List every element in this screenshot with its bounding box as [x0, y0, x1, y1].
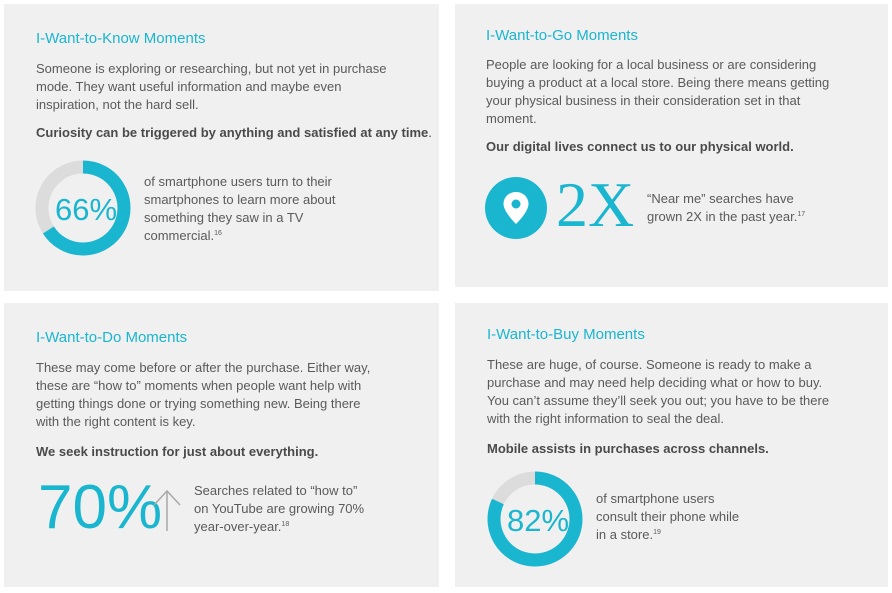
buy-body: These are huge, of course. Someone is ready to make a purchase and may need help deciding what or how to buy. You can’t assume they’ll seek you out; you have to be there with the right information to seal the deal. [487, 357, 830, 426]
know-highlight-text: Curiosity can be triggered by anything and satisfied at any time [36, 125, 429, 140]
location-pin-icon [484, 176, 548, 240]
go-highlight: Our digital lives connect us to our physical world. [486, 139, 794, 154]
know-donut-chart [4, 4, 439, 291]
buy-stat-description: of smartphone users consult their phone while in a store. [596, 491, 740, 542]
buy-card [455, 303, 888, 587]
do-card [4, 303, 439, 587]
do-stat-description: Searches related to “how to” on YouTube are growing 70% year-over-year. [194, 483, 365, 534]
go-title: I-Want-to-Go Moments [486, 27, 638, 44]
do-title: I-Want-to-Do Moments [36, 329, 188, 346]
buy-footnote: 19 [653, 529, 661, 536]
buy-stat-text [596, 490, 746, 544]
buy-stat-value: 82% [507, 503, 570, 538]
know-highlight-period: . [428, 125, 432, 140]
know-body: Someone is exploring or researching, but not yet in purchase mode. They want useful information and maybe even inspiration, not the hard sell. [36, 61, 387, 112]
know-stat-value: 66% [55, 192, 118, 227]
buy-highlight: Mobile assists in purchases across channels. [487, 441, 769, 456]
know-footnote: 16 [214, 230, 222, 237]
know-card [4, 4, 439, 291]
do-highlight: We seek instruction for just about everything. [36, 444, 319, 459]
do-stat-text [194, 482, 374, 536]
arrow-up-icon [152, 489, 182, 533]
go-card [455, 4, 888, 287]
do-footnote: 18 [281, 521, 290, 528]
know-stat-text [144, 173, 344, 245]
know-stat-description: of smartphone users turn to their smartphones to learn more about something they saw in a TV commercial. [144, 174, 336, 243]
do-body: These may come before or after the purchase. Either way, these are “how to” moments when people want help with getting things done or trying something new. Being there with the right content is key. [36, 360, 371, 429]
know-title: I-Want-to-Know Moments [36, 30, 206, 47]
go-footnote: 17 [797, 211, 806, 218]
do-stat-value: 70% [38, 473, 163, 542]
go-stat-value: 2X [556, 169, 635, 240]
buy-donut-chart [455, 303, 888, 587]
go-stat-description: “Near me” searches have grown 2X in the past year. [647, 191, 798, 224]
buy-title: I-Want-to-Buy Moments [487, 326, 645, 343]
go-stat-text [647, 190, 817, 226]
go-body: People are looking for a local business or are considering buying a product at a local store. Being there means getting your physical business in their consideration set in that moment. [486, 57, 830, 126]
